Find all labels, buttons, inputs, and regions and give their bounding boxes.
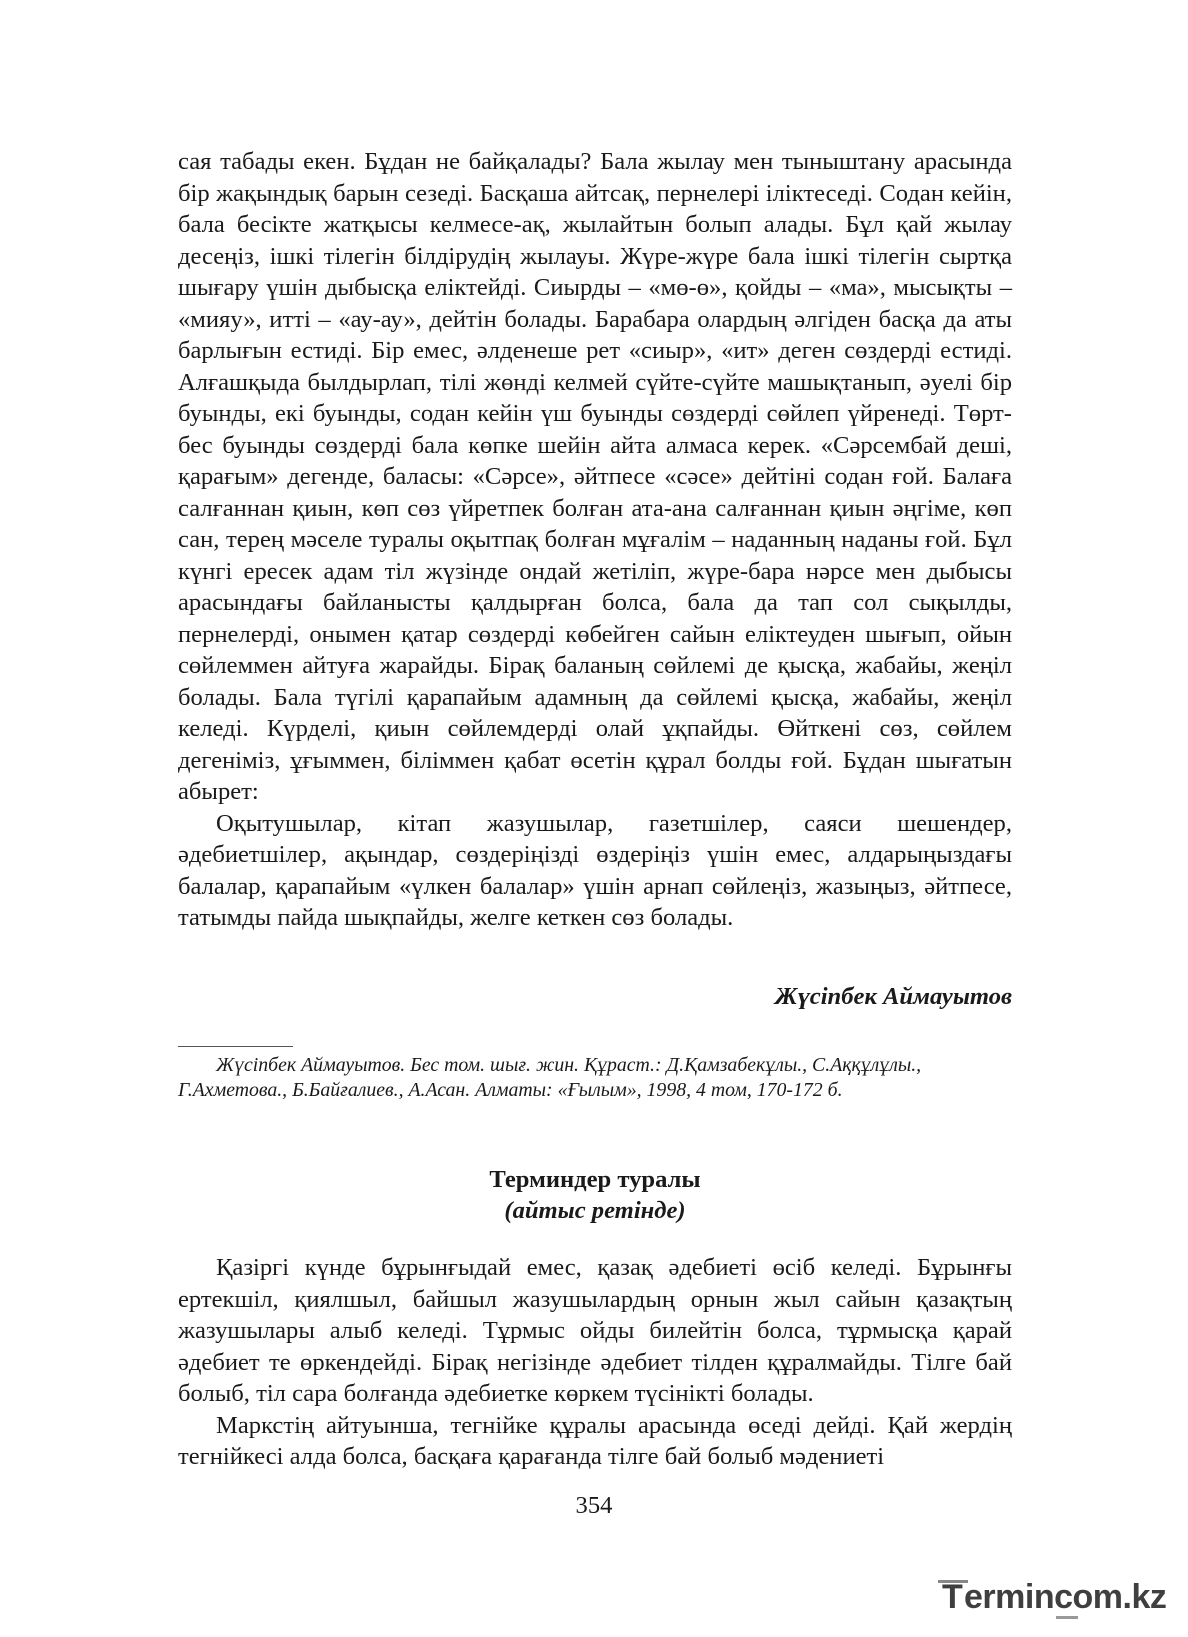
page-number: 354: [575, 1492, 613, 1519]
body-text-lower: [178, 1252, 1012, 1473]
logo-text-rest: [964, 1578, 1166, 1617]
section-title: Терминдер туралы: [489, 1166, 701, 1193]
author-signature: Жүсіпбек Аймауытов: [774, 983, 1012, 1010]
logo-underline: [1056, 1616, 1078, 1619]
paragraph-section-2: Маркстің айтуынша, тегнійке құралы арасында өседі дейді. Қай жердің тегнійкесі алда болса, басқаға қарағанда тілге бай болыб мәдениеті: [178, 1411, 1012, 1470]
terminkom-logo: [938, 1578, 1167, 1622]
body-text-upper: [178, 146, 1012, 934]
logo-text: T: [942, 1578, 963, 1616]
paragraph-continued: сая табады екен. Бұдан не байқалады? Бала жылау мен тыныштану арасында бір жақындық барын сезеді. Басқаша айтсақ, пернелері іліктеседі. Содан кейін, бала бесікте жатқысы келмесе-ақ, жылайтын болып алады. Бұл қай жылау десеңіз, ішкі тілегін білдірудің жылауы. Жүре-жүре бала ішкі тілегін сыртқа шығару үшін дыбысқа еліктейді. Сиырды – «мө-ө», қойды – «ма», мысықты – «мияу», итті – «ау-ау», дейтін болады. Барабара олардың әлгіден басқа да аты барлығын естиді. Бір емес, әлденеше рет «сиыр», «ит» деген сөздерді естиді. Алғашқыда былдырлап, тілі жөнді келмей сүйте-сүйте машықтанып, әуелі бір буынды, екі буынды, содан кейін үш буынды сөздерді сөйлеп үйренеді. Төрт-бес буынды сөздерді бала көпке шейін айта алмаса керек. «Сәрсембай деші, қарағым» дегенде, баласы: «Сәрсе», әйтпесе «сәсе» дейтіні содан ғой. Балаға салғаннан қиын, көп сөз үйретпек болған ата-ана салғаннан қиын әңгіме, көп сан, терең мәселе туралы оқытпақ болған мұғалім – наданның наданы ғой. Бұл күнгі ересек адам тіл жүзінде ондай жетіліп, жүре-бара нәрсе мен дыбысы арасындағы байланысты қалдырған болса, бала да тап сол сықылды, пернелерді, онымен қатар сөздерді көбейген сайын еліктеуден шығып, ойын сөйлеммен айтуға жарайды. Бірақ баланың сөйлемі де қысқа, жабайы, жеңіл болады. Бала түгілі қарапайым адамның да сөйлемі қысқа, жабайы, жеңіл келеді. Күрделі, қиын сөйлемдерді олай ұқпайды. Өйткені сөз, сөйлем дегеніміз, ұғыммен, біліммен қабат өсетін құрал болды ғой. Бұдан шығатын абырет:: [178, 148, 1012, 805]
footnote: [178, 1053, 1012, 1103]
section-subtitle: (айтыс ретінде): [504, 1197, 686, 1224]
footnote-line: Г.Ахметова., Б.Байғалиев., А.Асан. Алматы: «Ғылым», 1998, 4 том, 170-172 б.: [178, 1079, 843, 1101]
logo-text-part: m.kz: [1092, 1578, 1167, 1616]
paragraph-section-1: Қазіргі күнде бұрынғыдай емес, қазақ әдебиеті өсіб келеді. Бұрынғы ертекшіл, қиялшыл, байшыл жазушылардың орнын жыл сайын қазақтың жазушылары алыб келеді. Тұрмыс ойды билейтін болса, тұрмысқа қарай әдебиет те өркендейді. Бірақ негізінде әдебиет тілден құралмайды. Тілге бай болыб, тіл сара болғанда әдебиетке көркем түсінікті болады.: [178, 1254, 1012, 1407]
logo-text-part: erminc: [964, 1578, 1073, 1616]
section-heading: [178, 1164, 1012, 1226]
footnote-rule: [178, 1046, 293, 1047]
paragraph-appeal: Оқытушылар, кітап жазушылар, газетшілер, саяси шешендер, әдебиетшілер, ақындар, сөздеріңізді өздеріңіз үшін емес, алдарыңыздағы балалар, қарапайым «үлкен балалар» үшін арнап сөйлеңіз, жазыңыз, әйтпесе, татымды пайда шықпайды, желге кеткен сөз болады.: [178, 809, 1012, 931]
logo-text-part: o: [1072, 1578, 1093, 1616]
footnote-line: Жүсіпбек Аймауытов. Бес том. шығ. жин. Құраст.: Д.Қамзабекұлы., С.Аққұлұлы.,: [216, 1054, 922, 1076]
